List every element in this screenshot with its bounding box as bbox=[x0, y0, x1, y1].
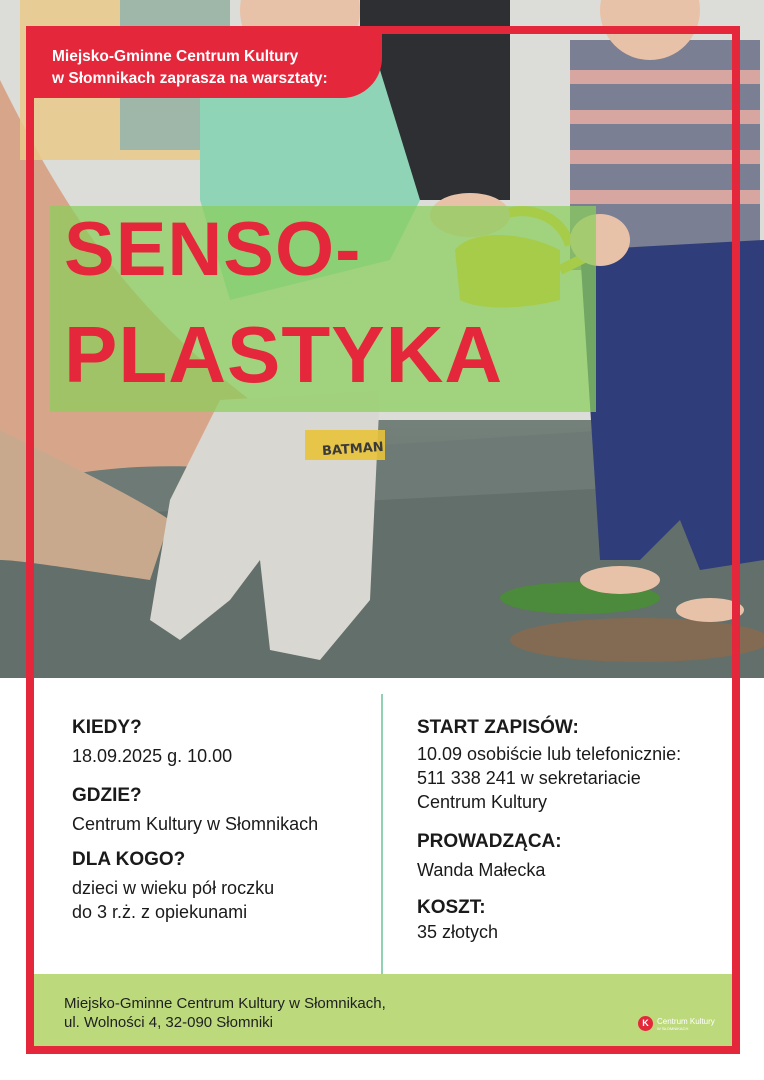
for-whom-line-1: dzieci w wieku pół roczku bbox=[72, 878, 275, 898]
column-divider bbox=[381, 694, 383, 974]
when-block bbox=[72, 716, 372, 768]
footer-line-2: ul. Wolności 4, 32-090 Słomniki bbox=[64, 1014, 273, 1031]
header-tab bbox=[30, 30, 382, 98]
shirt-print-text: BATMAN bbox=[321, 439, 385, 460]
when-value: 18.09.2025 g. 10.00 bbox=[72, 746, 233, 766]
for-whom-label: DLA KOGO? bbox=[72, 849, 186, 870]
title-line-2: PLASTYKA bbox=[64, 310, 504, 399]
centrum-kultury-logo bbox=[638, 1016, 715, 1031]
registration-line-3: Centrum Kultury bbox=[417, 792, 548, 812]
logo-title: Centrum Kultury bbox=[657, 1016, 715, 1026]
registration-line-1: 10.09 osobiście lub telefonicznie: bbox=[417, 744, 682, 764]
logo-mark-icon: K bbox=[638, 1016, 653, 1031]
instructor-block bbox=[417, 830, 717, 882]
instructor-label: PROWADZĄCA: bbox=[417, 831, 562, 852]
registration-block bbox=[417, 716, 717, 814]
instructor-value: Wanda Małecka bbox=[417, 860, 546, 880]
for-whom-block bbox=[72, 848, 372, 924]
header-line-2: w Słomnikach zaprasza na warsztaty: bbox=[52, 70, 328, 87]
footer-line-1: Miejsko-Gminne Centrum Kultury w Słomnikach, bbox=[64, 995, 386, 1012]
header-line-1: Miejsko-Gminne Centrum Kultury bbox=[52, 48, 299, 65]
where-label: GDZIE? bbox=[72, 785, 142, 806]
when-label: KIEDY? bbox=[72, 717, 142, 738]
cost-block bbox=[417, 896, 717, 944]
cost-value: 35 złotych bbox=[417, 922, 499, 942]
registration-line-2: 511 338 241 w sekretariacie bbox=[417, 768, 641, 788]
logo-text bbox=[657, 1017, 715, 1031]
where-block bbox=[72, 784, 372, 836]
footer bbox=[34, 974, 732, 1046]
footer-address bbox=[64, 994, 386, 1032]
where-value: Centrum Kultury w Słomnikach bbox=[72, 814, 319, 834]
for-whom-line-2: do 3 r.ż. z opiekunami bbox=[72, 902, 248, 922]
registration-label: START ZAPISÓW: bbox=[417, 717, 579, 738]
title-line-1: SENSO- bbox=[64, 207, 362, 292]
cost-label: KOSZT: bbox=[417, 897, 486, 918]
logo-subtitle: W SŁOMNIKACH bbox=[657, 1025, 689, 1031]
